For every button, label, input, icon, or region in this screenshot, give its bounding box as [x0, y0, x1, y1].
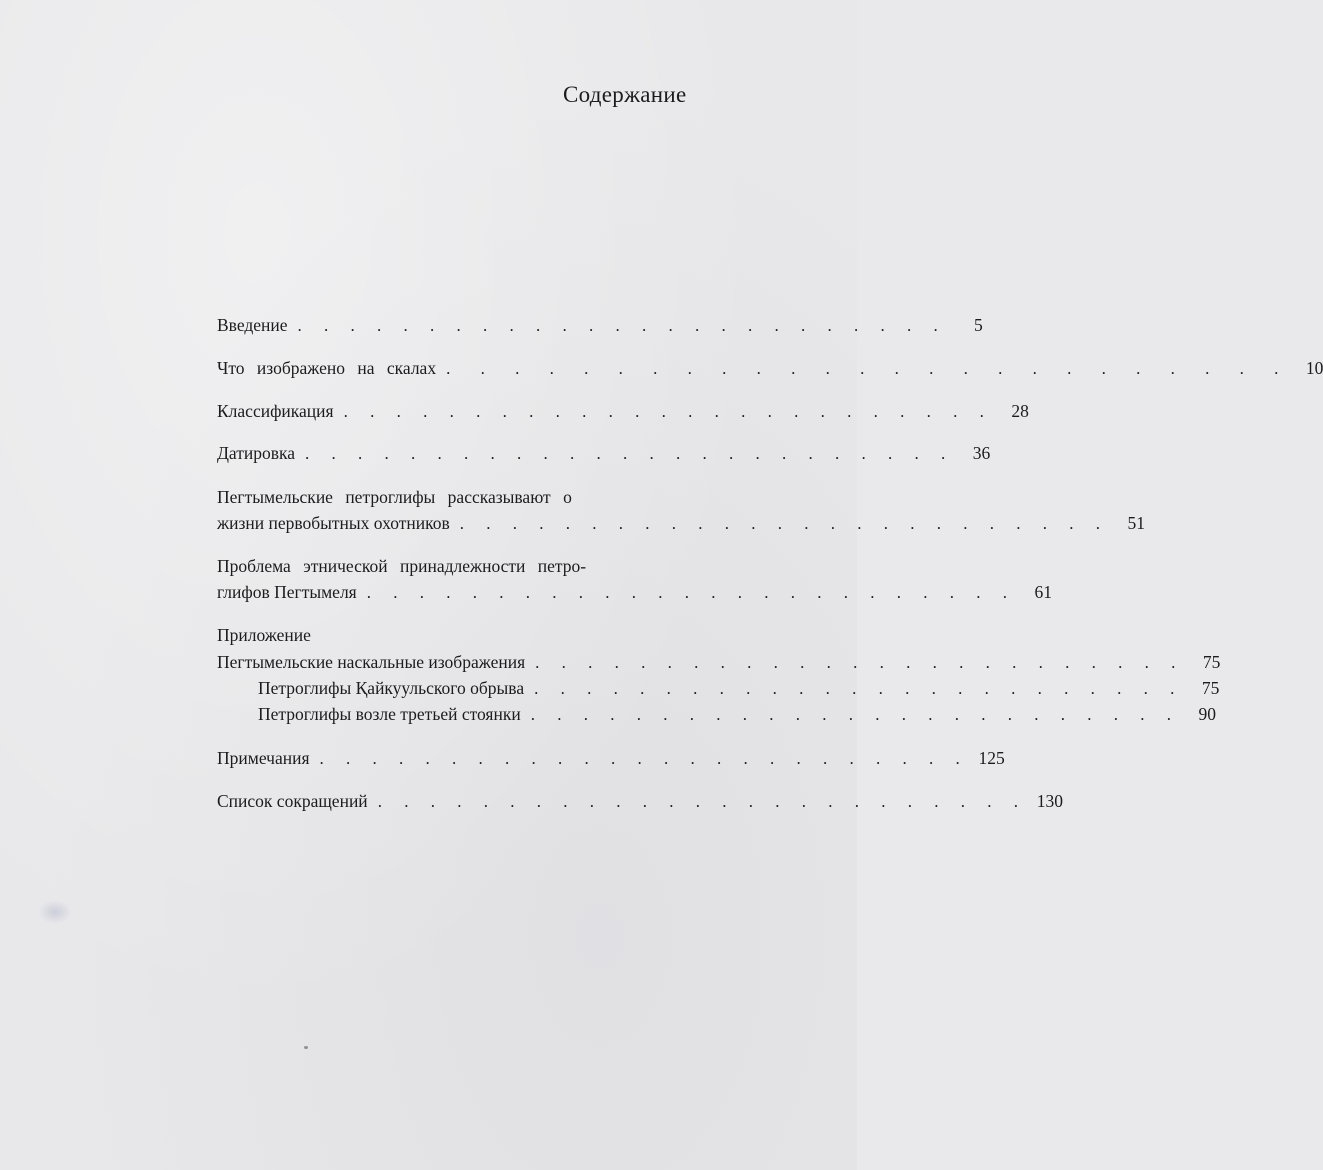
dot-leader: . . . . . . . . . . . . . . . . . . . . . . . . .	[305, 444, 955, 463]
toc-entry-title-continued: жизни первобытных охотников	[217, 513, 450, 533]
toc-entry-classification	[217, 398, 1029, 424]
toc-entry-title: Классификация	[217, 401, 334, 421]
toc-page-number: 130	[1036, 791, 1063, 811]
toc-entry-ethnic-problem-line2	[217, 579, 1052, 605]
toc-entry-what-depicted	[217, 355, 1323, 381]
toc-page-number: 90	[1198, 704, 1216, 724]
toc-entry-petroglyphs-tell-line1	[217, 484, 737, 510]
toc-entry-dating	[217, 440, 991, 466]
ink-speck	[304, 1046, 308, 1049]
toc-entry-rock-images	[217, 649, 1221, 675]
toc-entry-title: Петроглифы Қайкуульского обрыва	[258, 678, 525, 698]
toc-page-number: 75	[1202, 652, 1221, 672]
toc-page-number: 75	[1201, 678, 1220, 698]
toc-entry-title: Приложение	[217, 625, 311, 645]
toc-entry-title: Что изображено на скалах	[217, 358, 437, 378]
toc-entry-title: Датировка	[217, 443, 296, 463]
toc-entry-title-continued: глифов Пегтымеля	[217, 582, 357, 602]
ink-smudge	[38, 900, 72, 924]
toc-entry-title: Введение	[217, 315, 288, 335]
dot-leader: . . . . . . . . . . . . . . . . . . . . . . . . .	[459, 514, 1109, 533]
toc-entry-title: Проблема этнической принадлежности петро-	[217, 556, 587, 576]
toc-page-number: 125	[978, 748, 1005, 768]
toc-subentry-third-site	[217, 701, 1216, 727]
dot-leader: . . . . . . . . . . . . . . . . . . . . . . . . .	[535, 653, 1185, 672]
toc-page-number: 28	[1011, 401, 1029, 421]
toc-entry-ethnic-problem-line1	[217, 553, 737, 579]
toc-entry-title: Пегтымельские петроглифы рассказывают о	[217, 487, 572, 507]
toc-entry-abbreviations	[217, 788, 1063, 814]
toc-entry-title: Петроглифы возле третьей стоянки	[258, 704, 521, 724]
dot-leader: . . . . . . . . . . . . . . . . . . . . . . . . .	[366, 583, 1016, 602]
dot-leader: . . . . . . . . . . . . . . . . . . . . . . . . .	[530, 705, 1180, 724]
toc-entry-title: Список сокращений	[217, 791, 368, 811]
toc-page-number: 10	[1305, 358, 1323, 378]
toc-entry-notes	[217, 745, 1005, 771]
toc-entry-title: Примечания	[217, 748, 310, 768]
toc-subentry-kaykuul-cliff	[217, 675, 1220, 701]
dot-leader: . . . . . . . . . . . . . . . . . . . . . . . . .	[534, 679, 1184, 698]
toc-page-number: 36	[972, 443, 991, 463]
dot-leader: . . . . . . . . . . . . . . . . . . . . . . . . .	[297, 316, 947, 335]
toc-entry-appendix	[217, 622, 737, 648]
dot-leader: . . . . . . . . . . . . . . . . . . . . . . . . .	[377, 792, 1027, 811]
dot-leader: . . . . . . . . . . . . . . . . . . . . . . . . .	[319, 749, 969, 768]
toc-page-number: 51	[1127, 513, 1145, 533]
dot-leader: . . . . . . . . . . . . . . . . . . . . . . . . .	[343, 402, 993, 421]
dot-leader: . . . . . . . . . . . . . . . . . . . . . . . . .	[446, 359, 1288, 378]
toc-entry-petroglyphs-tell-line2	[217, 510, 1145, 536]
toc-entry-title: Пегтымельские наскальные изображения	[217, 652, 526, 672]
toc-page-number: 5	[974, 315, 983, 335]
toc-entry-introduction	[217, 312, 983, 338]
toc-page-number: 61	[1034, 582, 1052, 602]
page-title: Содержание	[563, 82, 687, 107]
